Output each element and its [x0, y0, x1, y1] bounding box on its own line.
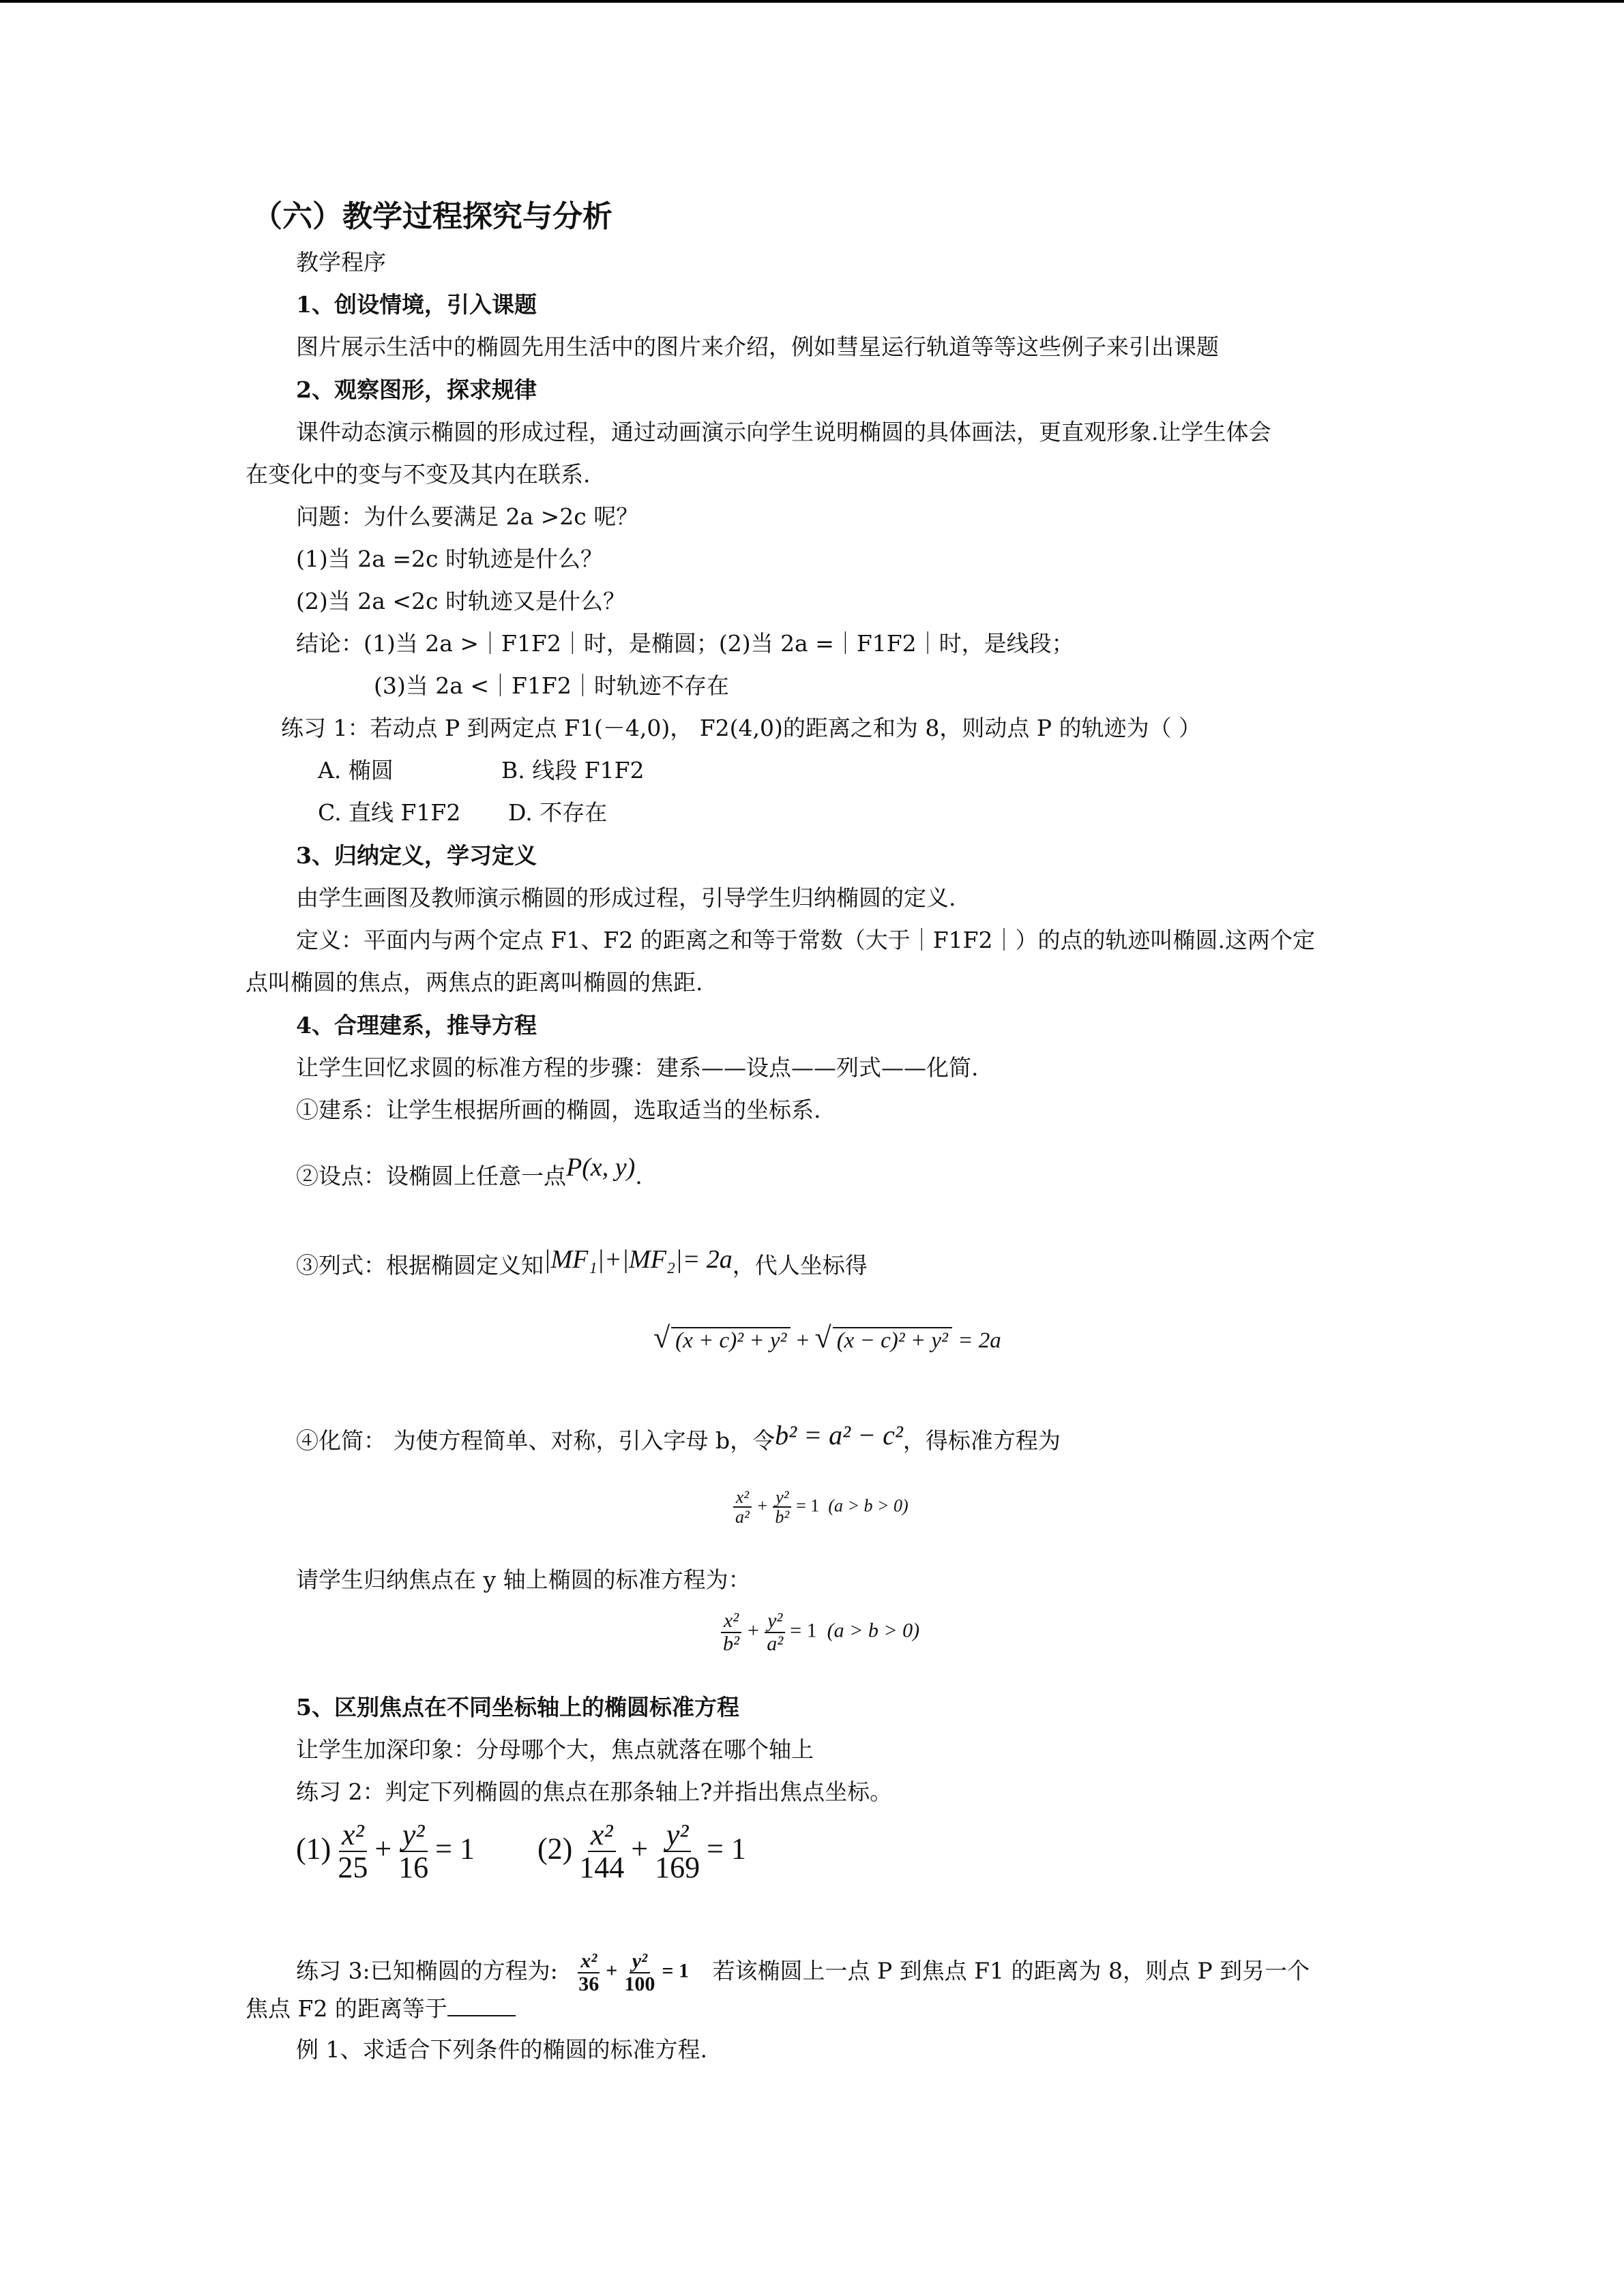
frac-y-a: $\frac{\text{y²}}{\text{a²}}$ [764, 1610, 786, 1654]
frac-x-a: $\frac{\text{x²}}{\text{a²}}$ [733, 1488, 752, 1527]
question-1: (1)当 2a =2c 时轨迹是什么？ [296, 546, 604, 572]
s4-paragraph: 让学生回忆求圆的标准方程的步骤：建系——设点——列式——化简. [296, 1054, 979, 1081]
s2-paragraph-line1: 课件动态演示椭圆的形成过程，通过动画演示向学生说明椭圆的具体画法，更直观形象.让学生体会 [296, 419, 1271, 445]
step-1: ①建系：让学生根据所画的椭圆，选取适当的坐标系. [296, 1097, 821, 1123]
sqrt-term-2: (x − c)² + y² [833, 1327, 952, 1354]
exercise-2: 练习 2：判定下列椭圆的焦点在那条轴上?并指出焦点坐标。 [296, 1778, 893, 1805]
exercise-2-equations: (1) $\frac{\text{x²}}{25}$ + $\frac{\text{y²}}{16}$ = 1 (2) $\frac{\text{x²}}{144}$ + $\frac{\text{y²}}{169}$ = 1 [296, 1818, 746, 1885]
heading-1: 1、创设情境，引入课题 [296, 291, 537, 318]
sqrt-sign-1: √ [653, 1321, 670, 1354]
sqrt-sign-2: √ [814, 1321, 831, 1354]
eq1-frac-x: $\frac{\text{x²}}{25}$ [338, 1818, 368, 1885]
step-4-end: ，得标准方程为 [902, 1427, 1061, 1454]
s3-paragraph-1: 由学生画图及教师演示椭圆的形成过程，引导学生归纳椭圆的定义. [296, 884, 956, 911]
answer-blank [447, 1996, 516, 2016]
s1-text: 图片展示生活中的椭圆先用生活中的图片来介绍，例如彗星运行轨道等等这些例子来引出课题 [296, 333, 1219, 360]
definition-line2: 点叫椭圆的焦点，两焦点的距离叫椭圆的焦距. [246, 969, 703, 996]
step-4 [296, 1420, 1061, 1454]
ystd-condition: (a > b > 0) [827, 1619, 920, 1642]
subtitle: 教学程序 [296, 249, 386, 275]
s2-paragraph-line2: 在变化中的变与不变及其内在联系. [246, 461, 591, 488]
exercise-3-equation: $\frac{\text{x²}}{36}$ + $\frac{\text{y²}}{100}$ = 1 [572, 1950, 689, 1995]
ex3-frac-y: $\frac{\text{y²}}{100}$ [624, 1950, 655, 1995]
conclusion-2: (3)当 2a <｜F1F2｜时轨迹不存在 [374, 672, 729, 699]
question: 问题：为什么要满足 2a >2c 呢？ [296, 503, 639, 530]
eq1-frac-y: $\frac{\text{y²}}{16}$ [398, 1818, 429, 1885]
distance-rhs: = 2a [958, 1328, 1001, 1353]
distance-equation [653, 1320, 1001, 1355]
section-title: （六）教学过程探究与分析 [252, 199, 612, 234]
step-2-period: . [635, 1163, 643, 1189]
step-3-text: ③列式：根据椭圆定义知 [296, 1252, 544, 1279]
s5-paragraph: 让学生加深印象：分母哪个大，焦点就落在哪个轴上 [296, 1736, 814, 1763]
step-3-end: ，代人坐标得 [732, 1252, 868, 1279]
step-2 [296, 1153, 643, 1189]
question-2: (2)当 2a <2c 时轨迹又是什么？ [296, 588, 626, 614]
standard-equation-y: $\frac{\text{x²}}{\text{b²}}$ + $\frac{\text{y²}}{\text{a²}}$ = 1 (a > b > 0) [716, 1610, 919, 1654]
option-c: C. 直线 F1F2 [318, 799, 461, 826]
standard-equation-x: $\frac{\text{x²}}{\text{a²}}$ + $\frac{\text{y²}}{\text{b²}}$ = 1 (a > b > 0) [728, 1488, 909, 1527]
option-b: B. 线段 F1F2 [501, 757, 645, 784]
point-p-formula: P(x, y) [566, 1153, 636, 1182]
option-a: A. 椭圆 [318, 757, 394, 784]
exercise-3-rest: 若该椭圆上一点 P 到焦点 F1 的距离为 8，则点 P 到另一个 [712, 1957, 1310, 1984]
frac-x-b: $\frac{\text{x²}}{\text{b²}}$ [720, 1610, 742, 1654]
example-1: 例 1、求适合下列条件的椭圆的标准方程. [296, 2036, 707, 2063]
heading-2: 2、观察图形，探求规律 [296, 376, 537, 403]
ex3-frac-x: $\frac{\text{x²}}{36}$ [578, 1950, 600, 1995]
plus-sign: + [796, 1328, 810, 1353]
definition-line1: 定义：平面内与两个定点 F1、F2 的距离之和等于常数（大于｜F1F2｜）的点的轨迹叫椭圆.这两个定 [296, 927, 1316, 953]
eq1-label: (1) [296, 1832, 331, 1866]
step-4-text: ④化简： 为使方程简单、对称，引入字母 b，令 [296, 1427, 776, 1454]
sqrt-term-1: (x + c)² + y² [671, 1327, 791, 1354]
heading-4: 4、合理建系，推导方程 [296, 1012, 537, 1039]
eq2-label: (2) [537, 1832, 573, 1866]
step-3 [296, 1245, 868, 1279]
exercise-1: 练习 1：若动点 P 到两定点 F1(－4,0)， F2(4,0)的距离之和为 8，则动点 P 的轨迹为（ ） [281, 715, 1202, 741]
b-squared-formula: b² = a² − c² [775, 1420, 903, 1450]
conclusion-1: 结论：(1)当 2a >｜F1F2｜时，是椭圆；(2)当 2a =｜F1F2｜时，是线段； [296, 630, 1074, 657]
exercise-3 [296, 1950, 1310, 1995]
eq2-frac-y: $\frac{\text{y²}}{169}$ [655, 1818, 700, 1885]
y-axis-prompt: 请学生归纳焦点在 y 轴上椭圆的标准方程为： [296, 1566, 751, 1593]
focal-sum-formula: |MF₁|+|MF₂|= 2a [544, 1245, 733, 1274]
heading-5: 5、区别焦点在不同坐标轴上的椭圆标准方程 [296, 1694, 739, 1720]
exercise-3-text: 练习 3:已知椭圆的方程为: [296, 1957, 558, 1984]
eq2-frac-x: $\frac{\text{x²}}{144}$ [579, 1818, 625, 1885]
step-2-text: ②设点：设椭圆上任意一点 [296, 1163, 566, 1189]
exercise-3-line2: 焦点 F2 的距离等于 [246, 1996, 516, 2020]
frac-y-b: $\frac{\text{y²}}{\text{b²}}$ [772, 1488, 792, 1527]
option-d: D. 不存在 [508, 799, 608, 826]
heading-3: 3、归纳定义，学习定义 [296, 842, 537, 869]
std-condition: (a > b > 0) [828, 1495, 909, 1516]
